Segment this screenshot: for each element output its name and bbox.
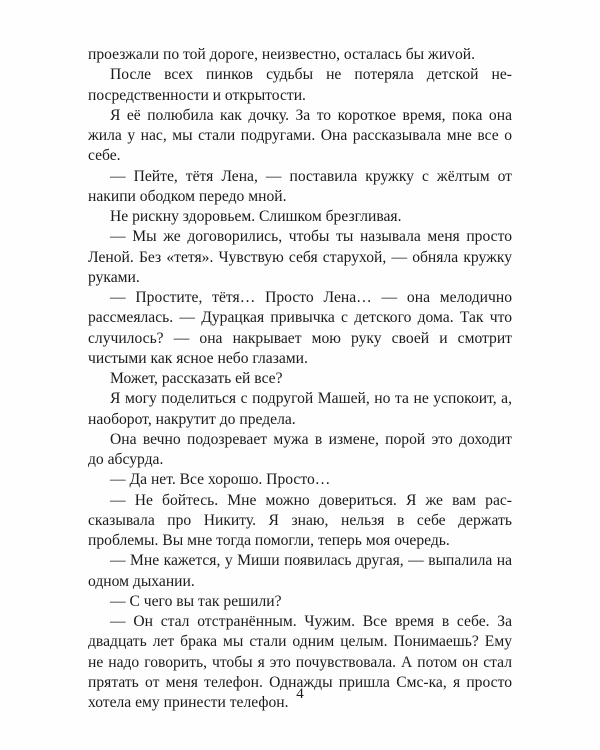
paragraph: — Он стал отстранённым. Чужим. Все время в себе. За двадцать лет брака мы стали одним целым. Понимаешь? Ему не надо говорить, чтобы я это почувствовала. А потом он стал прятать от меня телефон. Однажды пришла Смс-ка, я просто хотела ему принести телефон. bbox=[88, 613, 512, 711]
page-number: 4 bbox=[296, 686, 304, 702]
paragraph: — Мы же договорились, чтобы ты называла меня просто Леной. Без «тетя». Чувствую себя старухой, — обняла кружку руками. bbox=[88, 228, 512, 286]
paragraph: — Мне кажется, у Миши появилась другая, — выпалила на одном дыхании. bbox=[88, 552, 512, 590]
paragraph: — Да нет. Все хорошо. Просто… bbox=[110, 471, 331, 489]
paragraph: — Простите, тётя… Просто Лена… — она мелодично рассмеялась. — Дурацкая привычка с детского дома. Так что случилось? — она накрывает мою руку своей и смотрит чистыми как ясное небо глазами. bbox=[88, 289, 512, 367]
paragraph: проезжали по той дороге, неизвестно, осталась бы жиvой. bbox=[88, 46, 475, 63]
paragraph: После всех пинков судьбы не потеряла детской непосредственности и открытости. bbox=[88, 66, 512, 104]
paragraph: — Пейте, тётя Лена, — поставила кружку с жёлтым от накипи ободком передо мной. bbox=[88, 167, 512, 205]
paragraph: Может, рассказать ей все? bbox=[110, 370, 283, 387]
paragraph: Она вечно подозревает мужа в измене, порой это доходит до абсурда. bbox=[88, 430, 512, 468]
paragraph: Не рискну здоровьем. Слишком брезгливая. bbox=[110, 208, 402, 225]
body-text bbox=[88, 45, 512, 713]
paragraph: — С чего вы так решили? bbox=[110, 592, 282, 610]
paragraph: Я её полюбила как дочку. За то короткое время, пока она жила у нас, мы стали подругами. Она рассказывала мне все о себе. bbox=[88, 106, 512, 165]
paragraph: Я могу поделиться с подругой Машей, но та не успокоит, а, наоборот, накрутит до предела. bbox=[88, 390, 512, 428]
paragraph: — Не бойтесь. Мне можно довериться. Я же вам рассказывала про Никиту. Я знаю, нельзя в себе держать проблемы. Вы мне тогда помогли, теперь моя очередь. bbox=[88, 491, 512, 549]
